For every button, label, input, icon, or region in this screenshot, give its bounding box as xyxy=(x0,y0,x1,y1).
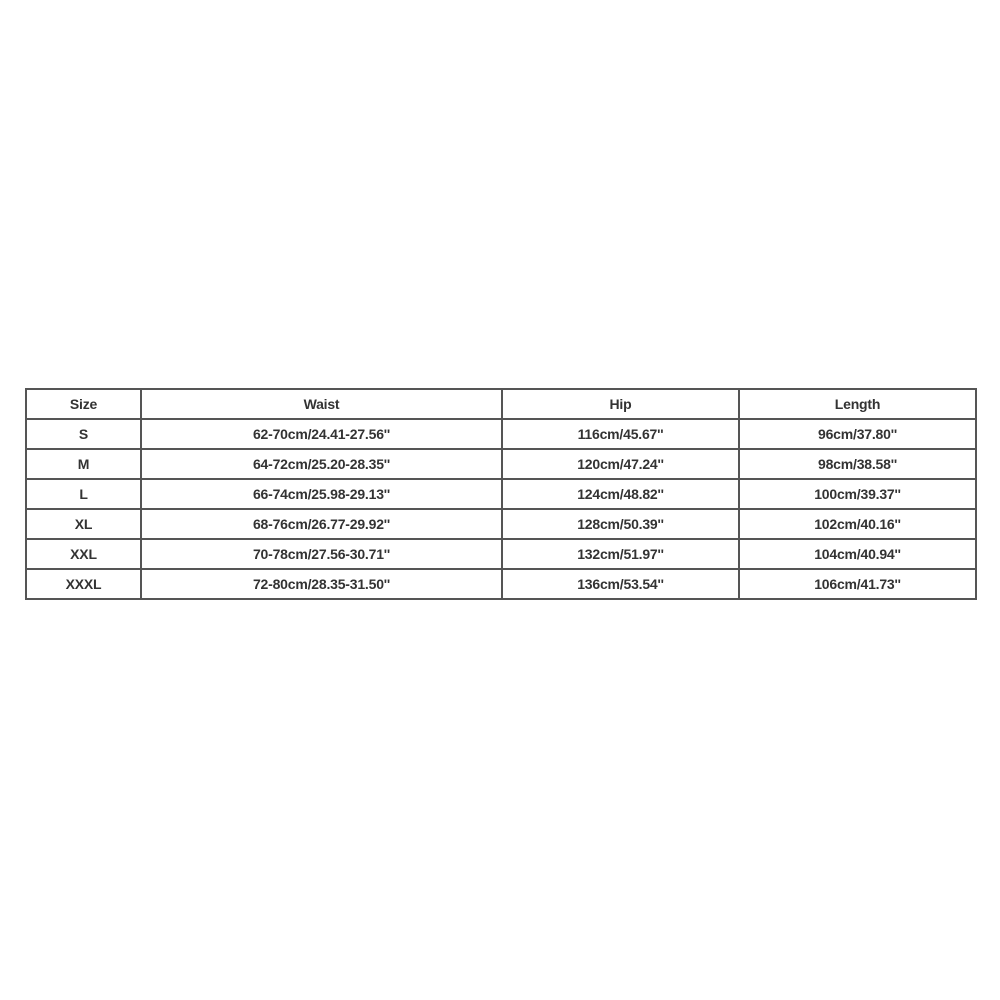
cell-length: 100cm/39.37'' xyxy=(739,479,976,509)
cell-size: S xyxy=(26,419,141,449)
table-row xyxy=(26,569,976,599)
cell-size: XXL xyxy=(26,539,141,569)
cell-hip: 136cm/53.54'' xyxy=(502,569,739,599)
table-row xyxy=(26,509,976,539)
cell-size: XL xyxy=(26,509,141,539)
header-row xyxy=(26,389,976,419)
table-header xyxy=(26,389,976,419)
cell-size: L xyxy=(26,479,141,509)
cell-length: 106cm/41.73'' xyxy=(739,569,976,599)
header-waist: Waist xyxy=(141,389,502,419)
cell-waist: 62-70cm/24.41-27.56'' xyxy=(141,419,502,449)
header-length: Length xyxy=(739,389,976,419)
cell-length: 102cm/40.16'' xyxy=(739,509,976,539)
cell-hip: 124cm/48.82'' xyxy=(502,479,739,509)
cell-hip: 132cm/51.97'' xyxy=(502,539,739,569)
cell-waist: 72-80cm/28.35-31.50'' xyxy=(141,569,502,599)
cell-hip: 128cm/50.39'' xyxy=(502,509,739,539)
size-chart-table xyxy=(25,388,977,600)
cell-length: 104cm/40.94'' xyxy=(739,539,976,569)
cell-waist: 68-76cm/26.77-29.92'' xyxy=(141,509,502,539)
cell-hip: 120cm/47.24'' xyxy=(502,449,739,479)
cell-length: 96cm/37.80'' xyxy=(739,419,976,449)
cell-size: XXXL xyxy=(26,569,141,599)
table-body xyxy=(26,419,976,599)
cell-waist: 64-72cm/25.20-28.35'' xyxy=(141,449,502,479)
header-hip: Hip xyxy=(502,389,739,419)
cell-size: M xyxy=(26,449,141,479)
cell-hip: 116cm/45.67'' xyxy=(502,419,739,449)
table-row xyxy=(26,419,976,449)
header-size: Size xyxy=(26,389,141,419)
table-row xyxy=(26,479,976,509)
cell-waist: 70-78cm/27.56-30.71'' xyxy=(141,539,502,569)
table-row xyxy=(26,539,976,569)
cell-length: 98cm/38.58'' xyxy=(739,449,976,479)
table-row xyxy=(26,449,976,479)
cell-waist: 66-74cm/25.98-29.13'' xyxy=(141,479,502,509)
